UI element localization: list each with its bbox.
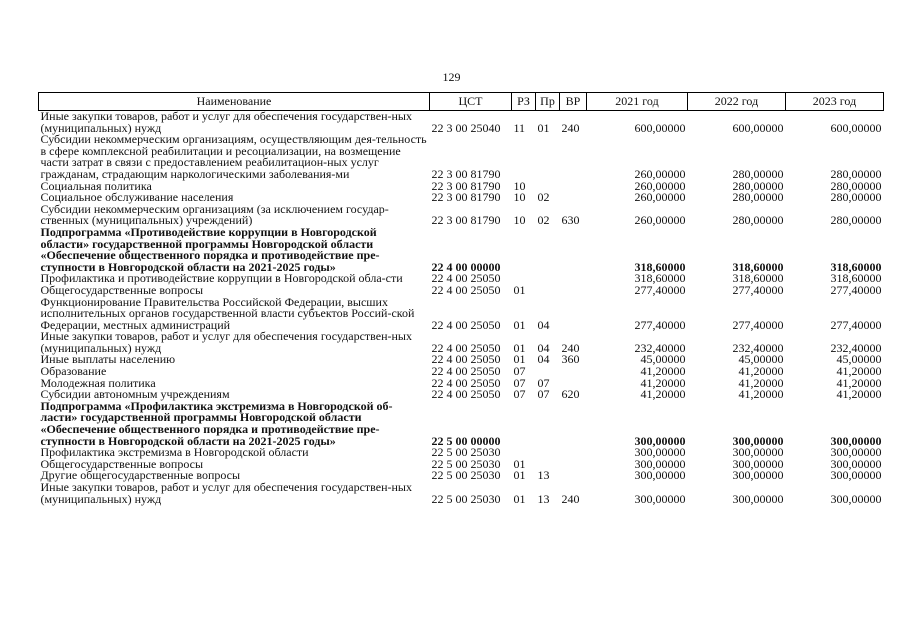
row-pr — [536, 285, 560, 297]
row-amount-2021: 600,00000 — [634, 120, 686, 135]
row-rz — [512, 227, 536, 273]
row-amount-2022: 318,60000 — [732, 271, 784, 286]
row-amount-2022: 300,00000 — [732, 468, 784, 483]
table-row — [39, 401, 884, 447]
row-name: Субсидии автономным учреждениям — [40, 387, 230, 402]
row-name: Социальная политика — [40, 178, 152, 193]
row-vr — [560, 459, 587, 471]
row-rz: 10 — [513, 178, 526, 193]
row-pr — [536, 447, 560, 459]
row-amount-2022: 280,00000 — [732, 190, 784, 205]
row-name: Профилактика экстремизма в Новгородской области — [40, 445, 309, 460]
row-name: Профилактика и противодействие коррупции в Новгородской обла-сти — [40, 271, 403, 286]
column-header-2022: 2022 год — [688, 93, 786, 111]
row-amount-2023: 600,00000 — [830, 120, 882, 135]
row-amount-2023: 300,00000 — [830, 433, 882, 448]
row-amount-2023: 318,60000 — [830, 271, 882, 286]
row-rz: 01 — [513, 340, 526, 355]
row-amount-2021: 300,00000 — [634, 468, 686, 483]
row-pr — [536, 134, 560, 180]
row-amount-2022: 300,00000 — [732, 433, 784, 448]
row-name: Иные закупки товаров, работ и услуг для обеспечения государствен-ных (муниципальных) нужд — [40, 480, 412, 506]
row-pr: 04 — [537, 352, 550, 367]
row-name: Общегосударственные вопросы — [40, 456, 204, 471]
row-rz: 01 — [513, 468, 526, 483]
row-cst: 22 4 00 25050 — [431, 364, 501, 379]
row-amount-2021: 41,20000 — [640, 364, 686, 379]
row-cst: 22 4 00 25050 — [431, 340, 501, 355]
row-vr — [560, 192, 587, 204]
budget-table — [38, 92, 884, 505]
row-amount-2022: 280,00000 — [732, 178, 784, 193]
row-amount-2023: 300,00000 — [830, 468, 882, 483]
row-amount-2021: 277,40000 — [634, 282, 686, 297]
row-rz: 10 — [513, 213, 526, 228]
row-pr: 04 — [537, 317, 550, 332]
column-header-vr: ВР — [560, 93, 587, 111]
row-rz: 01 — [513, 282, 526, 297]
row-pr — [536, 227, 560, 273]
row-amount-2021: 318,60000 — [634, 259, 686, 274]
row-amount-2023: 280,00000 — [830, 190, 882, 205]
row-amount-2023: 232,40000 — [830, 340, 882, 355]
row-amount-2022: 41,20000 — [738, 364, 784, 379]
row-name: Субсидии некоммерческим организациям (за исключением государ-ственных (муниципальных) учреждений) — [40, 201, 389, 228]
row-vr — [560, 285, 587, 297]
row-name: Иные закупки товаров, работ и услуг для обеспечения государствен-ных (муниципальных) нужд — [40, 109, 412, 135]
row-amount-2023: 277,40000 — [830, 317, 882, 332]
row-cst: 22 4 00 00000 — [431, 259, 501, 274]
table-row — [39, 482, 884, 505]
row-name: Субсидии некоммерческим организациям, осуществляющим дея-тельность в сфере комплексной реабилитации и ресоциализации, на возмещение части затрат в связи с предоставлением реабилитацион-ных услуг гражданам, страдающим наркологическими заболевания-ми — [40, 132, 427, 181]
row-vr: 240 — [561, 491, 580, 506]
row-rz: 07 — [513, 364, 526, 379]
row-amount-2021: 300,00000 — [634, 433, 686, 448]
column-header-pr: Пр — [536, 93, 560, 111]
row-amount-2023: 277,40000 — [830, 282, 882, 297]
row-rz: 11 — [513, 120, 526, 135]
row-amount-2021: 260,00000 — [634, 213, 686, 228]
row-rz: 07 — [513, 375, 526, 390]
row-rz: 01 — [513, 491, 526, 506]
row-pr: 04 — [537, 340, 550, 355]
row-pr — [536, 401, 560, 447]
column-header-cst: ЦСТ — [430, 93, 512, 111]
row-amount-2023: 45,00000 — [836, 352, 882, 367]
row-amount-2022: 41,20000 — [738, 375, 784, 390]
column-header-2023: 2023 год — [786, 93, 884, 111]
row-cst: 22 3 00 81790 — [431, 166, 501, 181]
row-amount-2023: 41,20000 — [836, 364, 882, 379]
row-amount-2021: 300,00000 — [634, 445, 686, 460]
row-name: Другие общегосударственные вопросы — [40, 468, 241, 483]
row-amount-2022: 45,00000 — [738, 352, 784, 367]
row-name: Молодежная политика — [40, 375, 156, 390]
row-vr — [560, 401, 587, 447]
row-rz: 10 — [513, 190, 526, 205]
row-amount-2023: 41,20000 — [836, 375, 882, 390]
row-pr: 01 — [537, 120, 550, 135]
table-row — [39, 204, 884, 227]
row-cst: 22 3 00 81790 — [431, 178, 501, 193]
row-name: Подпрограмма «Профилактика экстремизма в Новгородской об-ласти» государственной программы Новгородской области «Обеспечение общественного порядка и противодействие пре-ступности в Новгородской области на 2021-2025 годы» — [40, 398, 393, 448]
row-cst: 22 5 00 25030 — [431, 468, 501, 483]
row-vr — [560, 227, 587, 273]
row-pr: 13 — [537, 491, 550, 506]
row-rz — [512, 134, 536, 180]
row-vr: 620 — [561, 387, 580, 402]
row-cst: 22 3 00 25040 — [431, 120, 501, 135]
row-name: Образование — [40, 364, 107, 379]
row-cst: 22 5 00 25030 — [431, 491, 501, 506]
table-row — [39, 227, 884, 273]
table-body — [39, 111, 884, 506]
row-amount-2021: 277,40000 — [634, 317, 686, 332]
row-cst: 22 4 00 25050 — [431, 387, 501, 402]
row-vr — [560, 366, 587, 378]
row-amount-2021: 260,00000 — [634, 166, 686, 181]
row-pr — [536, 273, 560, 285]
row-vr — [560, 470, 587, 482]
row-name: Общегосударственные вопросы — [40, 282, 204, 297]
row-cst: 22 4 00 25050 — [431, 317, 501, 332]
row-vr: 240 — [561, 120, 580, 135]
row-vr — [560, 447, 587, 459]
row-amount-2022: 280,00000 — [732, 166, 784, 181]
row-vr: 240 — [561, 340, 580, 355]
row-amount-2022: 300,00000 — [732, 445, 784, 460]
row-cst: 22 4 00 25050 — [431, 375, 501, 390]
page-number: 129 — [442, 70, 461, 84]
row-amount-2023: 300,00000 — [830, 445, 882, 460]
column-header-rz: РЗ — [512, 93, 536, 111]
column-header-2021: 2021 год — [587, 93, 688, 111]
row-cst: 22 3 00 81790 — [431, 190, 501, 205]
table-row — [39, 297, 884, 332]
row-pr: 07 — [537, 387, 550, 402]
row-rz: 01 — [513, 317, 526, 332]
row-pr: 07 — [537, 375, 550, 390]
row-amount-2022: 232,40000 — [732, 340, 784, 355]
row-vr — [560, 134, 587, 180]
row-pr: 13 — [537, 468, 550, 483]
row-cst: 22 5 00 25030 — [431, 456, 501, 471]
row-rz: 01 — [513, 456, 526, 471]
row-amount-2021: 300,00000 — [634, 491, 686, 506]
table-row — [39, 331, 884, 354]
table-row — [39, 134, 884, 180]
row-cst: 22 5 00 00000 — [431, 433, 501, 448]
row-amount-2021: 300,00000 — [634, 456, 686, 471]
row-amount-2023: 300,00000 — [830, 491, 882, 506]
row-amount-2021: 232,40000 — [634, 340, 686, 355]
row-name: Подпрограмма «Противодействие коррупции в Новгородской области» государственной программы Новгородской области «Обеспечение общественного порядка и противодействие пре-ступности в Новгородской области на 2021-2025 годы» — [40, 224, 380, 274]
row-cst: 22 5 00 25030 — [431, 445, 501, 460]
row-pr: 02 — [537, 213, 550, 228]
row-amount-2022: 277,40000 — [732, 282, 784, 297]
row-amount-2022: 600,00000 — [732, 120, 784, 135]
row-amount-2021: 41,20000 — [640, 375, 686, 390]
row-amount-2021: 260,00000 — [634, 190, 686, 205]
row-amount-2023: 300,00000 — [830, 456, 882, 471]
row-cst: 22 4 00 25050 — [431, 282, 501, 297]
row-amount-2023: 280,00000 — [830, 178, 882, 193]
row-vr — [560, 297, 587, 332]
row-cst: 22 4 00 25050 — [431, 352, 501, 367]
row-rz — [512, 401, 536, 447]
row-amount-2021: 45,00000 — [640, 352, 686, 367]
column-header-name: Наименование — [39, 93, 430, 111]
row-rz: 07 — [513, 387, 526, 402]
row-amount-2022: 41,20000 — [738, 387, 784, 402]
row-amount-2021: 260,00000 — [634, 178, 686, 193]
row-amount-2023: 280,00000 — [830, 213, 882, 228]
row-amount-2022: 280,00000 — [732, 213, 784, 228]
row-pr: 02 — [537, 190, 550, 205]
row-vr: 630 — [561, 213, 580, 228]
row-amount-2022: 300,00000 — [732, 491, 784, 506]
row-amount-2023: 280,00000 — [830, 166, 882, 181]
row-name: Иные выплаты населению — [40, 352, 176, 367]
row-vr: 360 — [561, 352, 580, 367]
table-header-row — [39, 93, 884, 111]
row-cst: 22 3 00 81790 — [431, 213, 501, 228]
row-amount-2021: 41,20000 — [640, 387, 686, 402]
table-row — [39, 111, 884, 135]
row-amount-2021: 318,60000 — [634, 271, 686, 286]
row-name: Иные закупки товаров, работ и услуг для обеспечения государствен-ных (муниципальных) нужд — [40, 329, 412, 355]
row-vr — [560, 181, 587, 193]
row-amount-2022: 300,00000 — [732, 456, 784, 471]
row-rz: 01 — [513, 352, 526, 367]
row-amount-2023: 318,60000 — [830, 259, 882, 274]
row-name: Функционирование Правительства Российской Федерации, высших исполнительных органов государственной власти субъектов Россий-ской Федерации, местных администраций — [40, 294, 415, 332]
row-amount-2022: 318,60000 — [732, 259, 784, 274]
row-amount-2022: 277,40000 — [732, 317, 784, 332]
row-cst: 22 4 00 25050 — [431, 271, 501, 286]
row-name: Социальное обслуживание населения — [40, 190, 234, 205]
row-amount-2023: 41,20000 — [836, 387, 882, 402]
row-vr — [560, 273, 587, 285]
